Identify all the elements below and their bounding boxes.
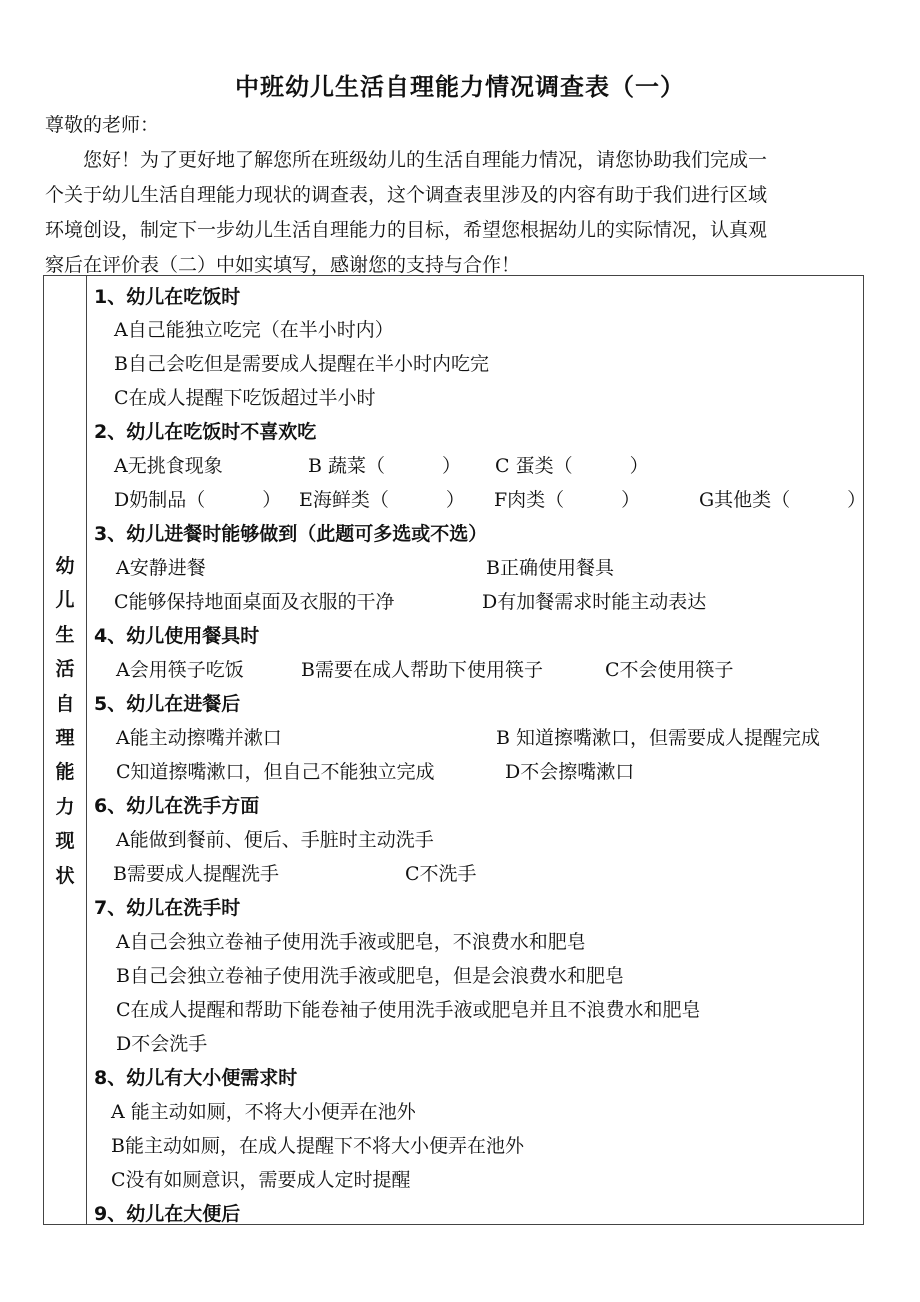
q8-option-b: B能主动如厕，在成人提醒下不将大小便弄在池外	[111, 1135, 524, 1157]
q8-option-c: C没有如厕意识，需要成人定时提醒	[111, 1169, 411, 1191]
q2-option-g: G其他类（ ）	[699, 489, 867, 511]
question-9: 9、幼儿在大便后	[94, 1203, 241, 1225]
q2-option-f: F肉类（ ）	[494, 489, 641, 511]
q7-option-a: A自己会独立卷袖子使用洗手液或肥皂，不浪费水和肥皂	[116, 931, 586, 953]
page-title: 中班幼儿生活自理能力情况调查表（一）	[235, 73, 685, 101]
category-column	[44, 276, 87, 1224]
category-char: 生	[55, 623, 75, 646]
q2-option-e: E海鲜类（ ）	[299, 489, 465, 511]
intro-line: 环境创设，制定下一步幼儿生活自理能力的目标，希望您根据幼儿的实际情况，认真观	[45, 219, 768, 241]
survey-table	[43, 275, 867, 1225]
category-label	[44, 549, 86, 893]
q6-option-a: A能做到餐前、便后、手脏时主动洗手	[116, 829, 434, 851]
intro-line: 察后在评价表（二）中如实填写，感谢您的支持与合作！	[45, 254, 521, 276]
q4-option-a: A会用筷子吃饭	[116, 659, 244, 681]
question-4: 4、幼儿使用餐具时	[94, 625, 260, 647]
question-1: 1、幼儿在吃饭时	[94, 286, 241, 308]
q3-option-a: A安静进餐	[116, 557, 206, 579]
q5-option-b: B 知道擦嘴漱口，但需要成人提醒完成	[496, 727, 821, 749]
q7-option-b: B自己会独立卷袖子使用洗手液或肥皂，但是会浪费水和肥皂	[116, 965, 624, 987]
category-char: 能	[55, 761, 75, 784]
question-5: 5、幼儿在进餐后	[94, 693, 241, 715]
q2-option-c: C 蛋类（ ）	[495, 455, 649, 477]
q3-option-d: D有加餐需求时能主动表达	[482, 591, 707, 613]
q1-option-a: A自己能独立吃完（在半小时内）	[114, 319, 394, 341]
q5-option-c: C知道擦嘴漱口，但自己不能独立完成	[116, 761, 435, 783]
intro-paragraph	[45, 143, 877, 283]
category-char: 活	[55, 658, 75, 681]
q6-option-c: C不洗手	[405, 863, 477, 885]
q7-option-c: C在成人提醒和帮助下能卷袖子使用洗手液或肥皂并且不浪费水和肥皂	[116, 999, 701, 1021]
q4-option-b: B需要在成人帮助下使用筷子	[301, 659, 543, 681]
category-char: 状	[55, 864, 75, 887]
q3-option-b: B正确使用餐具	[486, 557, 614, 579]
q2-option-a: A无挑食现象	[114, 455, 223, 477]
q4-option-c: C不会使用筷子	[605, 659, 734, 681]
intro-line: 个关于幼儿生活自理能力现状的调查表，这个调查表里涉及的内容有助于我们进行区域	[45, 184, 768, 206]
q3-option-c: C能够保持地面桌面及衣服的干净	[114, 591, 395, 613]
category-char: 理	[55, 727, 75, 750]
category-char: 力	[55, 795, 75, 818]
salutation: 尊敬的老师：	[45, 114, 160, 136]
q8-option-a: A 能主动如厕，不将大小便弄在池外	[111, 1101, 416, 1123]
category-char: 现	[55, 830, 75, 853]
question-2: 2、幼儿在吃饭时不喜欢吃	[94, 421, 317, 443]
q2-option-d: D奶制品（ ）	[114, 489, 282, 511]
question-6: 6、幼儿在洗手方面	[94, 795, 260, 817]
q1-option-b: B自己会吃但是需要成人提醒在半小时内吃完	[114, 353, 489, 375]
q2-option-b: B 蔬菜（ ）	[308, 455, 462, 477]
category-char: 自	[55, 692, 75, 715]
q1-option-c: C在成人提醒下吃饭超过半小时	[114, 387, 376, 409]
question-7: 7、幼儿在洗手时	[94, 897, 241, 919]
category-char: 幼	[55, 555, 75, 577]
intro-line: 您好！为了更好地了解您所在班级幼儿的生活自理能力情况，请您协助我们完成一	[45, 149, 768, 171]
category-char: 儿	[55, 589, 75, 612]
q5-option-a: A能主动擦嘴并漱口	[116, 727, 282, 749]
q6-option-b: B需要成人提醒洗手	[113, 863, 279, 885]
q5-option-d: D不会擦嘴漱口	[505, 761, 635, 783]
question-8: 8、幼儿有大小便需求时	[94, 1067, 298, 1089]
q7-option-d: D不会洗手	[116, 1033, 208, 1055]
question-3: 3、幼儿进餐时能够做到（此题可多选或不选）	[94, 523, 488, 545]
